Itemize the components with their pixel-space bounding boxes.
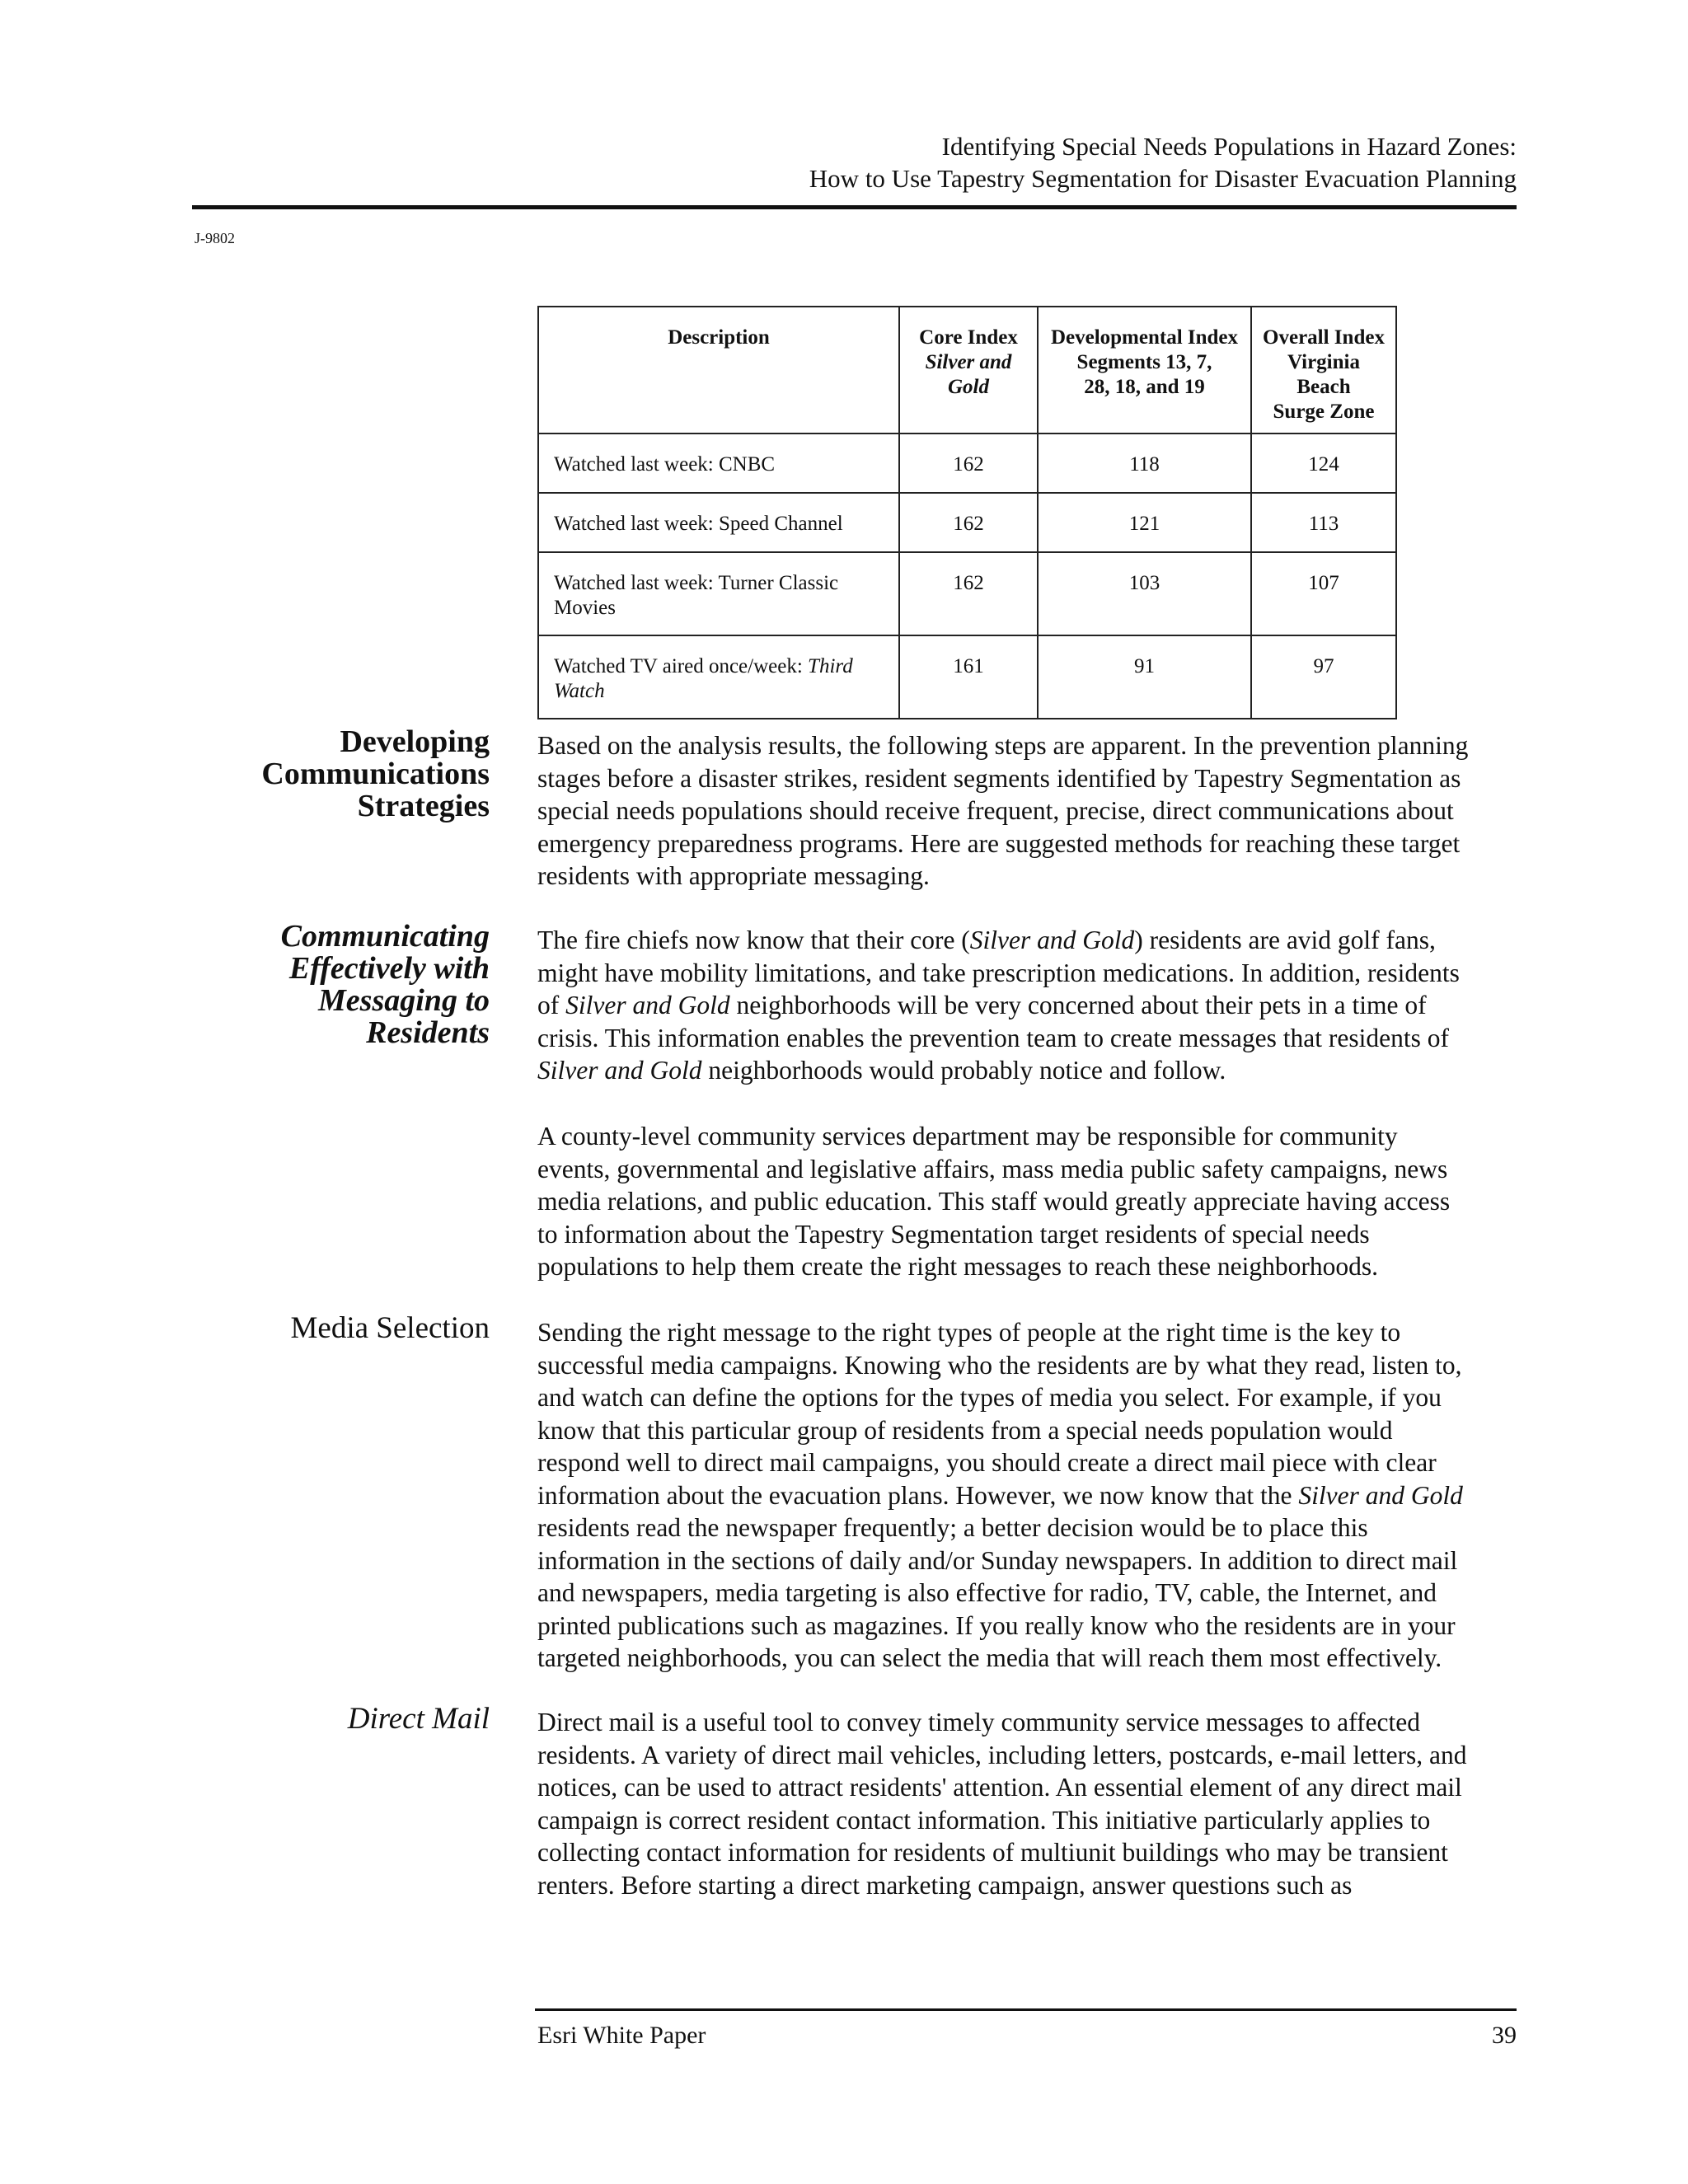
document-id: J-9802 [195, 230, 235, 246]
cell-core: 162 [899, 434, 1038, 493]
header-developmental-index: Developmental Index Segments 13, 7, 28, 18, and 19 [1038, 307, 1251, 434]
cell-core: 162 [899, 493, 1038, 552]
heading-media-selection: Media Selection [290, 1311, 490, 1345]
cell-description: Watched TV aired once/week: Third Watch [538, 635, 899, 719]
header-overall-index: Overall Index Virginia Beach Surge Zone [1251, 307, 1396, 434]
cell-overall: 124 [1251, 434, 1396, 493]
cell-dev: 118 [1038, 434, 1251, 493]
paragraph-community-services: A county-level community services department may be responsible for community events, governmental and legislative affairs, mass media public safety campaigns, news media relations, and public education. This staff would greatly appreciate having access to information about the Tapestry Segmentation target residents of special needs populations to help them create the right messages to reach these neighborhoods. [537, 1122, 1451, 1281]
media-index-table [537, 306, 1397, 719]
cell-dev: 103 [1038, 552, 1251, 635]
cell-dev: 91 [1038, 635, 1251, 719]
footer-rule [535, 2008, 1517, 2011]
document-title-line2: How to Use Tapestry Segmentation for Disaster Evacuation Planning [809, 164, 1517, 193]
heading-communicating-effectively: Communicating Effectively with Messaging to Residents [280, 919, 490, 1050]
header-description: Description [538, 307, 899, 434]
footer-publication: Esri White Paper [537, 2022, 706, 2049]
cell-overall: 107 [1251, 552, 1396, 635]
table-row [538, 434, 1396, 493]
heading-direct-mail: Direct Mail [347, 1702, 490, 1736]
table-row [538, 552, 1396, 635]
cell-description: Watched last week: CNBC [538, 434, 899, 493]
page-number: 39 [1492, 2022, 1517, 2049]
cell-core: 162 [899, 552, 1038, 635]
document-title-line1: Identifying Special Needs Populations in Hazard Zones: [941, 132, 1517, 161]
header-rule [192, 205, 1517, 209]
cell-overall: 97 [1251, 635, 1396, 719]
cell-core: 161 [899, 635, 1038, 719]
cell-description: Watched last week: Turner Classic Movies [538, 552, 899, 635]
cell-description: Watched last week: Speed Channel [538, 493, 899, 552]
cell-overall: 113 [1251, 493, 1396, 552]
paragraph-direct-mail: Direct mail is a useful tool to convey timely community service messages to affected residents. A variety of direct mail vehicles, including letters, postcards, e-mail letters, and notices, can be used to attract residents' attention. An essential element of any direct mail campaign is correct resident contact information. This initiative particularly applies to collecting contact information for residents of multiunit buildings who may be transient renters. Before starting a direct marketing campaign, answer questions such as [537, 1708, 1467, 1900]
header-core-index: Core Index Silver and Gold [899, 307, 1038, 434]
table-row [538, 493, 1396, 552]
paragraph-media-selection: Sending the right message to the right types of people at the right time is the key to successful media campaigns. Knowing who the residents are by what they read, listen to, and watch can define the options for the types of media you select. For example, if you know that this particular group of residents from a special needs population would respond well to direct mail campaigns, you should create a direct mail piece with clear information about the evacuation plans. However, we now know that the Silver and Gold residents read the newspaper frequently; a better decision would be to place this information in the sections of daily and/or Sunday newspapers. In addition to direct mail and newspapers, media targeting is also effective for radio, TV, cable, the Internet, and printed publications such as magazines. If you really know who the residents are in your targeted neighborhoods, you can select the media that will reach them most effectively. [537, 1318, 1463, 1672]
table-header-row [538, 307, 1396, 434]
heading-developing-communications-strategies: Developing Communications Strategies [261, 724, 490, 823]
cell-dev: 121 [1038, 493, 1251, 552]
paragraph-developing-strategies: Based on the analysis results, the following steps are apparent. In the prevention planning stages before a disaster strikes, resident segments identified by Tapestry Segmentation as special needs populations should receive frequent, precise, direct communications about emergency preparedness programs. Here are suggested methods for reaching these target residents with appropriate messaging. [537, 731, 1469, 890]
table-row [538, 635, 1396, 719]
paragraph-fire-chiefs: The fire chiefs now know that their core (Silver and Gold) residents are avid golf fans, might have mobility limitations, and take prescription medications. In addition, residents of Silver and Gold neighborhoods will be very concerned about their pets in a time of crisis. This information enables the prevention team to create messages that residents of Silver and Gold neighborhoods would probably notice and follow. [537, 926, 1460, 1085]
